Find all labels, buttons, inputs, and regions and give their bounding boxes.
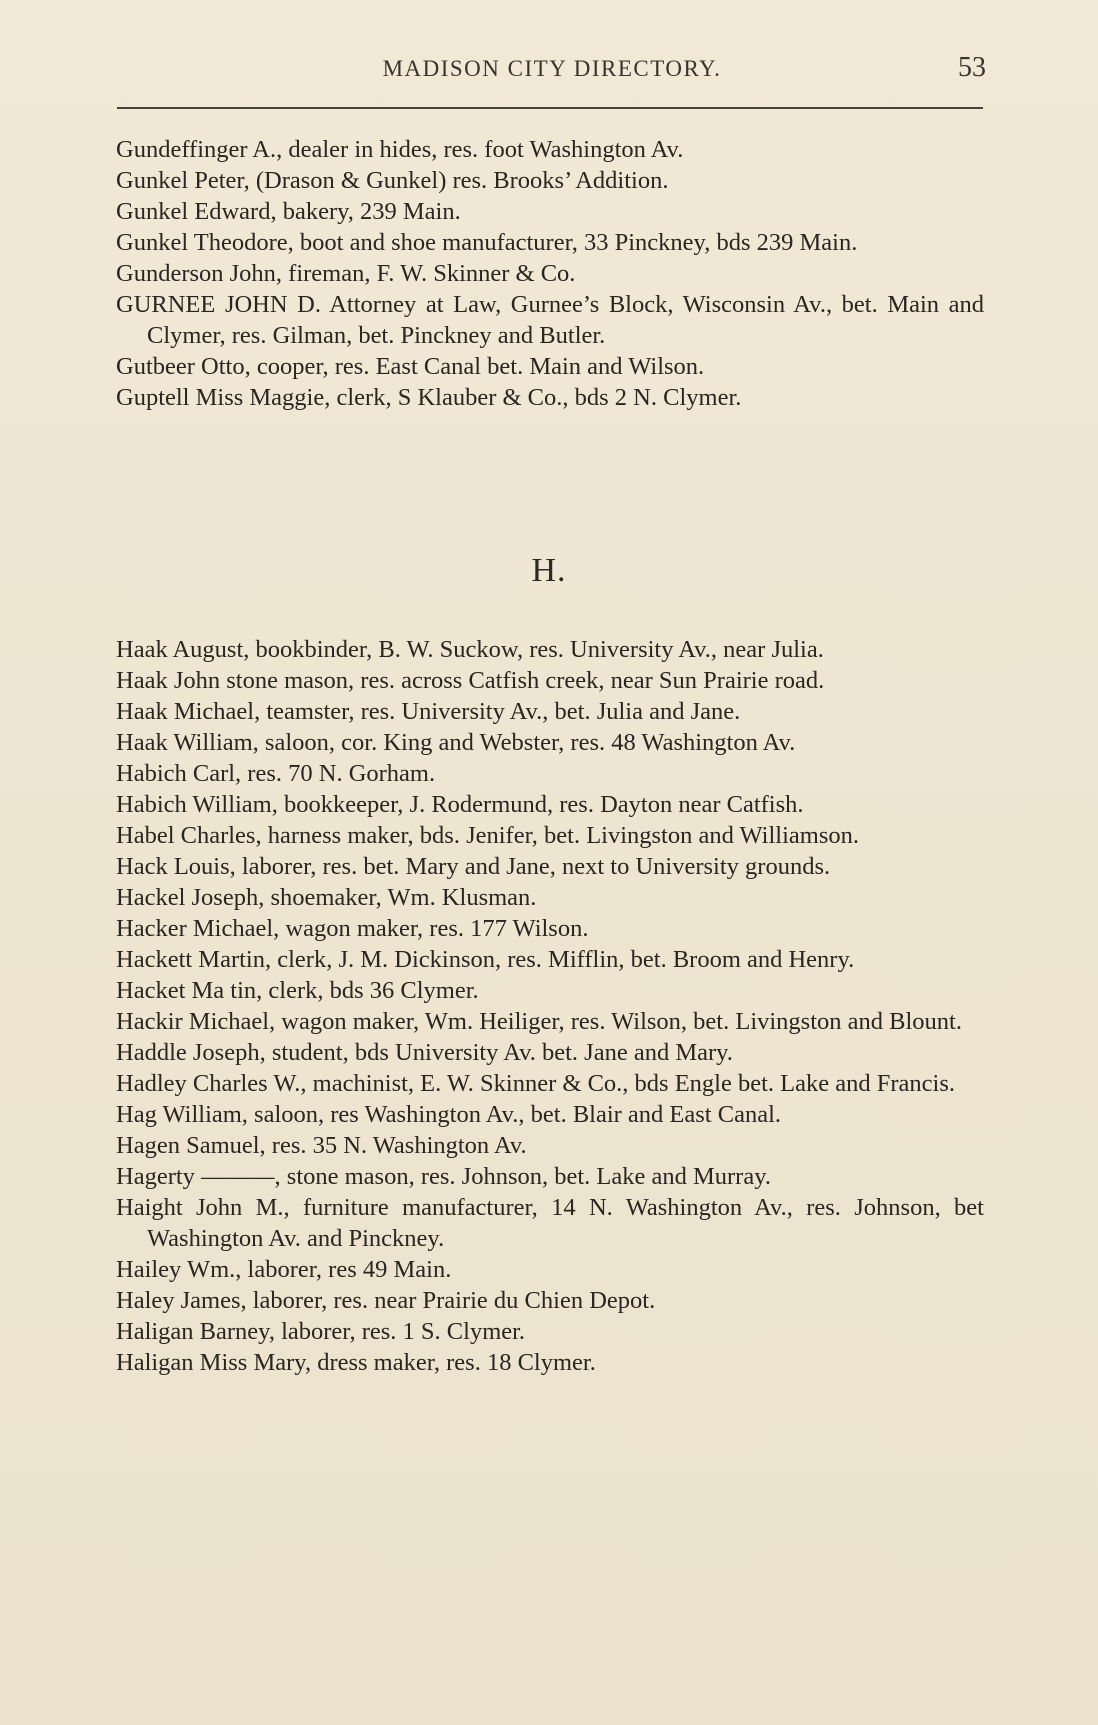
directory-entry: Hagen Samuel, res. 35 N. Washington Av.	[116, 1132, 527, 1159]
directory-entry: Gunkel Edward, bakery, 239 Main.	[116, 198, 461, 225]
running-title: MADISON CITY DIRECTORY.	[382, 56, 722, 81]
directory-entry: Hailey Wm., laborer, res 49 Main.	[116, 1256, 452, 1283]
directory-entry: Haligan Miss Mary, dress maker, res. 18 Clymer.	[116, 1349, 596, 1376]
directory-entry: Haight John M., furniture manufacturer, 14 N. Washington Av., res. Johnson, bet Washington Av. and Pinckney.	[116, 1194, 984, 1252]
directory-entry: Hacker Michael, wagon maker, res. 177 Wilson.	[116, 915, 589, 942]
directory-entry: Gunkel Peter, (Drason & Gunkel) res. Brooks’ Addition.	[116, 167, 669, 194]
directory-entry: Habich William, bookkeeper, J. Rodermund, res. Dayton near Catfish.	[116, 791, 804, 818]
directory-entry: Gundeffinger A., dealer in hides, res. foot Washington Av.	[116, 136, 684, 163]
directory-entry: Hack Louis, laborer, res. bet. Mary and Jane, next to University grounds.	[116, 853, 831, 880]
directory-entry: Hacket Ma tin, clerk, bds 36 Clymer.	[116, 977, 479, 1004]
directory-entry: Hackel Joseph, shoemaker, Wm. Klusman.	[116, 884, 537, 911]
header-rule	[117, 107, 983, 109]
directory-entry: Guptell Miss Maggie, clerk, S Klauber & Co., bds 2 N. Clymer.	[116, 384, 742, 411]
directory-entry: Habich Carl, res. 70 N. Gorham.	[116, 760, 436, 787]
directory-list-g	[116, 134, 984, 413]
directory-entry: Haak William, saloon, cor. King and Webster, res. 48 Washington Av.	[116, 729, 796, 756]
directory-entry: Gutbeer Otto, cooper, res. East Canal bet. Main and Wilson.	[116, 353, 705, 380]
directory-list-h	[116, 634, 984, 1378]
page-header	[118, 52, 986, 88]
directory-entry: Gunderson John, fireman, F. W. Skinner & Co.	[116, 260, 576, 287]
page-number: 53	[958, 52, 986, 83]
directory-entry: Haligan Barney, laborer, res. 1 S. Clymer.	[116, 1318, 526, 1345]
directory-entry: Hadley Charles W., machinist, E. W. Skinner & Co., bds Engle bet. Lake and Francis.	[116, 1070, 955, 1097]
directory-entry: GURNEE JOHN D. Attorney at Law, Gurnee’s Block, Wisconsin Av., bet. Main and Clymer, res. Gilman, bet. Pinckney and Butler.	[116, 291, 984, 349]
directory-entry: Haak Michael, teamster, res. University Av., bet. Julia and Jane.	[116, 698, 741, 725]
directory-entry: Habel Charles, harness maker, bds. Jenifer, bet. Livingston and Williamson.	[116, 822, 860, 849]
directory-entry: Hagerty ———, stone mason, res. Johnson, bet. Lake and Murray.	[116, 1163, 772, 1190]
directory-entry: Hackett Martin, clerk, J. M. Dickinson, res. Mifflin, bet. Broom and Henry.	[116, 946, 855, 973]
directory-entry: Hag William, saloon, res Washington Av., bet. Blair and East Canal.	[116, 1101, 782, 1128]
directory-entry: Haley James, laborer, res. near Prairie du Chien Depot.	[116, 1287, 656, 1314]
directory-entry: Haak John stone mason, res. across Catfish creek, near Sun Prairie road.	[116, 667, 825, 694]
directory-entry: Hackir Michael, wagon maker, Wm. Heiliger, res. Wilson, bet. Livingston and Blount.	[116, 1008, 962, 1035]
directory-entry: Haddle Joseph, student, bds University Av. bet. Jane and Mary.	[116, 1039, 733, 1066]
section-heading-h: H.	[531, 552, 567, 589]
directory-entry: Gunkel Theodore, boot and shoe manufacturer, 33 Pinckney, bds 239 Main.	[116, 229, 858, 256]
directory-entry: Haak August, bookbinder, B. W. Suckow, res. University Av., near Julia.	[116, 636, 824, 663]
